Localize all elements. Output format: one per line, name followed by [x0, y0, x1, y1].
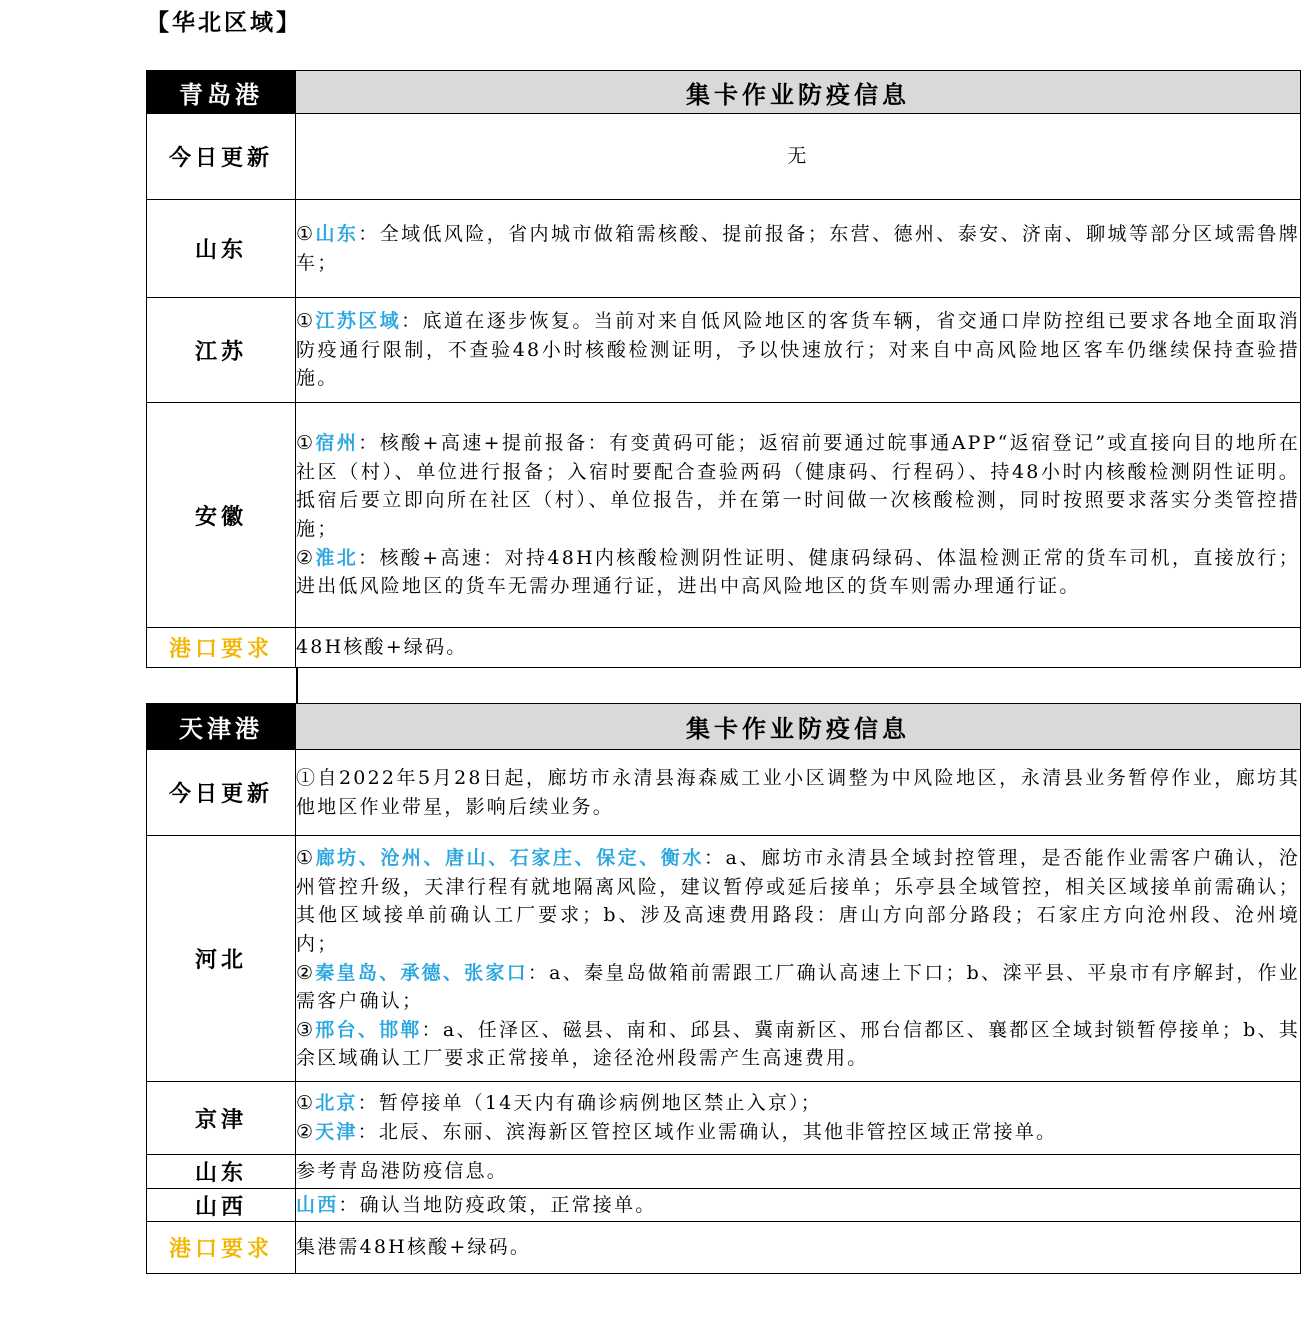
divider [296, 667, 298, 703]
row-label-jiangsu: 江苏 [147, 298, 296, 403]
row-text-jingjin: ①北京：暂停接单（14天内有确诊病例地区禁止入京）； ②天津：北辰、东丽、滨海新区管控区域作业需确认，其他非管控区域正常接单。 [296, 1082, 1301, 1155]
row-label-anhui: 安徽 [147, 403, 296, 628]
row-text-today: ①自2022年5月28日起，廊坊市永清县海森威工业小区调整为中风险地区，永清县业务暂停作业，廊坊其他地区作业带星，影响后续业务。 [296, 750, 1301, 836]
qingdao-table [146, 70, 1301, 668]
row-label-port-requirement: 港口要求 [147, 628, 296, 668]
row-label-shanxi: 山西 [147, 1189, 296, 1222]
highlight: 山西 [296, 1193, 339, 1216]
highlight: 天津 [315, 1121, 358, 1143]
region-title: 【华北区域】 [146, 9, 302, 36]
row-label-jingjin: 京津 [147, 1082, 296, 1155]
row-label-shandong: 山东 [147, 1155, 296, 1189]
highlight: 山东 [315, 222, 359, 245]
row-label-port-requirement: 港口要求 [147, 1222, 296, 1274]
row-text-anhui: ①宿州：核酸+高速+提前报备：有变黄码可能；返宿前要通过皖事通APP“返宿登记”或直接向目的地所在社区（村）、单位进行报备；入宿时要配合查验两码（健康码、行程码）、持48小时内核酸检测阴性证明。抵宿后要立即向所在社区（村）、单位报告，并在第一时间做一次核酸检测，同时按照要求落实分类管控措施； ②淮北：核酸+高速：对持48H内核酸检测阴性证明、健康码绿码、体温检测正常的货车司机，直接放行；进出低风险地区的货车无需办理通行证，进出中高风险地区的货车则需办理通行证。 [296, 403, 1301, 628]
row-text-shanxi: 山西：确认当地防疫政策，正常接单。 [296, 1189, 1301, 1222]
row-text-shandong: 参考青岛港防疫信息。 [296, 1155, 1301, 1189]
row-text-hebei: ①廊坊、沧州、唐山、石家庄、保定、衡水：a、廊坊市永清县全域封控管理，是否能作业需客户确认，沧州管控升级，天津行程有就地隔离风险，建议暂停或延后接单；乐亭县全域管控，相关区域接单前需确认；其他区域接单前确认工厂要求；b、涉及高速费用路段：唐山方向部分路段；石家庄方向沧州段、沧州境内； ②秦皇岛、承德、张家口：a、秦皇岛做箱前需跟工厂确认高速上下口；b、滦平县、平泉市有序解封，作业需客户确认； ③邢台、邯郸：a、任泽区、磁县、南和、邱县、冀南新区、邢台信都区、襄都区全域封锁暂停接单；b、其余区域确认工厂要求正常接单，途径沧州段需产生高速费用。 [296, 836, 1301, 1082]
row-text-shandong: ①山东：全域低风险，省内城市做箱需核酸、提前报备；东营、德州、泰安、济南、聊城等部分区域需鲁牌车； [296, 200, 1301, 298]
port-name: 青岛港 [147, 71, 296, 114]
info-header: 集卡作业防疫信息 [296, 704, 1301, 750]
highlight: 秦皇岛、承德、张家口 [315, 961, 528, 984]
row-label-shandong: 山东 [147, 200, 296, 298]
highlight: 淮北 [315, 546, 359, 569]
row-text-port-requirement: 集港需48H核酸+绿码。 [296, 1222, 1301, 1274]
row-label-today: 今日更新 [147, 114, 296, 200]
highlight: 江苏区域 [315, 310, 402, 333]
row-label-today: 今日更新 [147, 750, 296, 836]
tianjin-table [146, 703, 1301, 1274]
row-text-jiangsu: ①江苏区域：底道在逐步恢复。当前对来自低风险地区的客货车辆，省交通口岸防控组已要求各地全面取消防疫通行限制，不查验48小时核酸检测证明，予以快速放行；对来自中高风险地区客车仍继续保持查验措施。 [296, 298, 1301, 403]
highlight: 北京 [315, 1092, 358, 1115]
highlight: 邢台、邯郸 [315, 1018, 422, 1041]
info-header: 集卡作业防疫信息 [296, 71, 1301, 114]
port-name: 天津港 [147, 704, 296, 750]
row-text-today: 无 [296, 114, 1301, 200]
highlight: 宿州 [315, 432, 359, 455]
highlight: 廊坊、沧州、唐山、石家庄、保定、衡水 [315, 847, 704, 870]
row-text-port-requirement: 48H核酸+绿码。 [296, 628, 1301, 668]
row-label-hebei: 河北 [147, 836, 296, 1082]
